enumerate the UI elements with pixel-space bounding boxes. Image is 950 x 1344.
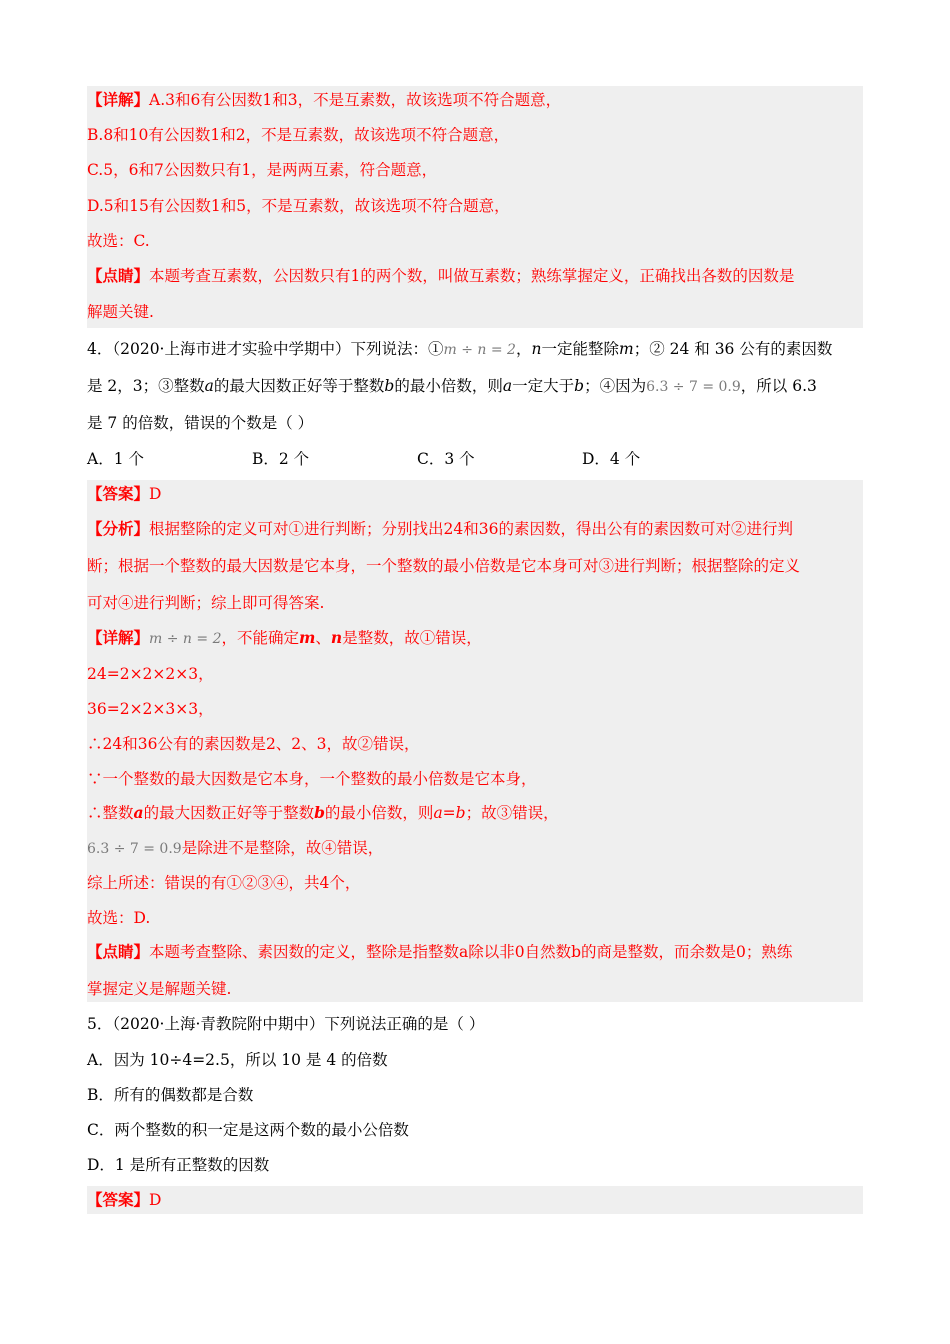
question-4-line-1: 4．（2020·上海市进才实验中学期中）下列说法：①m ÷ n = 2，n一定能整除m；② 24 和 36 公有的素因数: [87, 340, 833, 358]
detail-line-2: 24=2×2×2×3，: [87, 665, 214, 683]
tip-line-1: 【点睛】本题考查整除、素因数的定义，整除是指整数a除以非0自然数b的商是整数，而余数是0；熟练: [87, 942, 793, 961]
question-5-stem: 5．（2020·上海·青教院附中期中）下列说法正确的是（ ）: [87, 1015, 485, 1033]
detail-line-a: 【详解】A.3和6有公因数1和3，不是互素数，故该选项不符合题意，: [87, 90, 562, 109]
tip-line-1: 【点睛】本题考查互素数，公因数只有1的两个数，叫做互素数；熟练掌握定义，正确找出各数的因数是: [87, 266, 795, 285]
tip-line-2: 掌握定义是解题关键.: [87, 980, 232, 998]
question-5-option-d: D．1 是所有正整数的因数: [87, 1156, 270, 1174]
option-c: C．3 个: [417, 450, 475, 468]
answer-line: 【答案】D: [87, 1190, 162, 1209]
question-5-option-b: B．所有的偶数都是合数: [87, 1086, 254, 1104]
option-b: B．2 个: [252, 450, 310, 468]
formula-6-3-div-7: 6.3 ÷ 7 = 0.9: [646, 379, 741, 395]
detail-tag: 【详解】: [87, 90, 150, 109]
analysis-line-2: 断；根据一个整数的最大因数是它本身，一个整数的最小倍数是它本身可对③进行判断；根据整除的定义: [87, 557, 801, 575]
detail-line-4: ∴24和36公有的素因数是2、2、3，故②错误，: [87, 735, 420, 753]
option-d: D．4 个: [582, 450, 641, 468]
analysis-line-3: 可对④进行判断；综上即可得答案.: [87, 594, 325, 612]
detail-conclusion: 故选：C.: [87, 232, 150, 250]
question-4-options: [87, 448, 640, 470]
tip-tag: 【点睛】: [87, 266, 150, 285]
answer-tag: 【答案】: [87, 484, 150, 503]
question-4-line-2: 是 2，3；③整数a的最大因数正好等于整数b的最小倍数，则a一定大于b；④因为6.3 ÷ 7 = 0.9，所以 6.3: [87, 377, 817, 395]
option-a: A．1 个: [87, 450, 144, 468]
tip-tag: 【点睛】: [87, 942, 150, 961]
formula-m-div-n: m ÷ n = 2: [443, 342, 516, 358]
detail-line-3: 36=2×2×3×3，: [87, 700, 214, 718]
tip-line-2: 解题关键.: [87, 303, 154, 321]
detail-line-7: 6.3 ÷ 7 = 0.9是除进不是整除，故④错误，: [87, 839, 384, 857]
detail-line-d: D.5和15有公因数1和5，不是互素数，故该选项不符合题意，: [87, 197, 510, 215]
question-5-option-c: C．两个整数的积一定是这两个数的最小公倍数: [87, 1121, 409, 1139]
analysis-line-1: 【分析】根据整除的定义可对①进行判断；分别找出24和36的素因数，得出公有的素因数可对②进行判: [87, 519, 793, 538]
answer-tag: 【答案】: [87, 1190, 150, 1209]
detail-tag: 【详解】: [87, 628, 150, 647]
formula-m-div-n: m ÷ n = 2: [149, 631, 222, 647]
analysis-tag: 【分析】: [87, 519, 150, 538]
detail-line-5: ∵一个整数的最大因数是它本身，一个整数的最小倍数是它本身，: [87, 770, 537, 788]
question-4-line-3: 是 7 的倍数，错误的个数是（ ）: [87, 414, 314, 432]
formula-6-3-div-7: 6.3 ÷ 7 = 0.9: [87, 841, 182, 857]
detail-line-1: 【详解】m ÷ n = 2，不能确定m、n是整数，故①错误，: [87, 628, 482, 647]
solution-block-q5: [87, 1186, 863, 1214]
detail-line-c: C.5，6和7公因数只有1，是两两互素，符合题意，: [87, 161, 438, 179]
detail-line-9: 故选：D.: [87, 909, 151, 927]
question-5-option-a: A．因为 10÷4=2.5，所以 10 是 4 的倍数: [87, 1051, 388, 1069]
detail-line-b: B.8和10有公因数1和2，不是互素数，故该选项不符合题意，: [87, 126, 510, 144]
detail-line-6: ∴整数a的最大因数正好等于整数b的最小倍数，则a=b；故③错误，: [87, 803, 559, 822]
detail-line-8: 综上所述：错误的有①②③④，共4个，: [87, 874, 361, 892]
answer-line: 【答案】D: [87, 484, 162, 503]
